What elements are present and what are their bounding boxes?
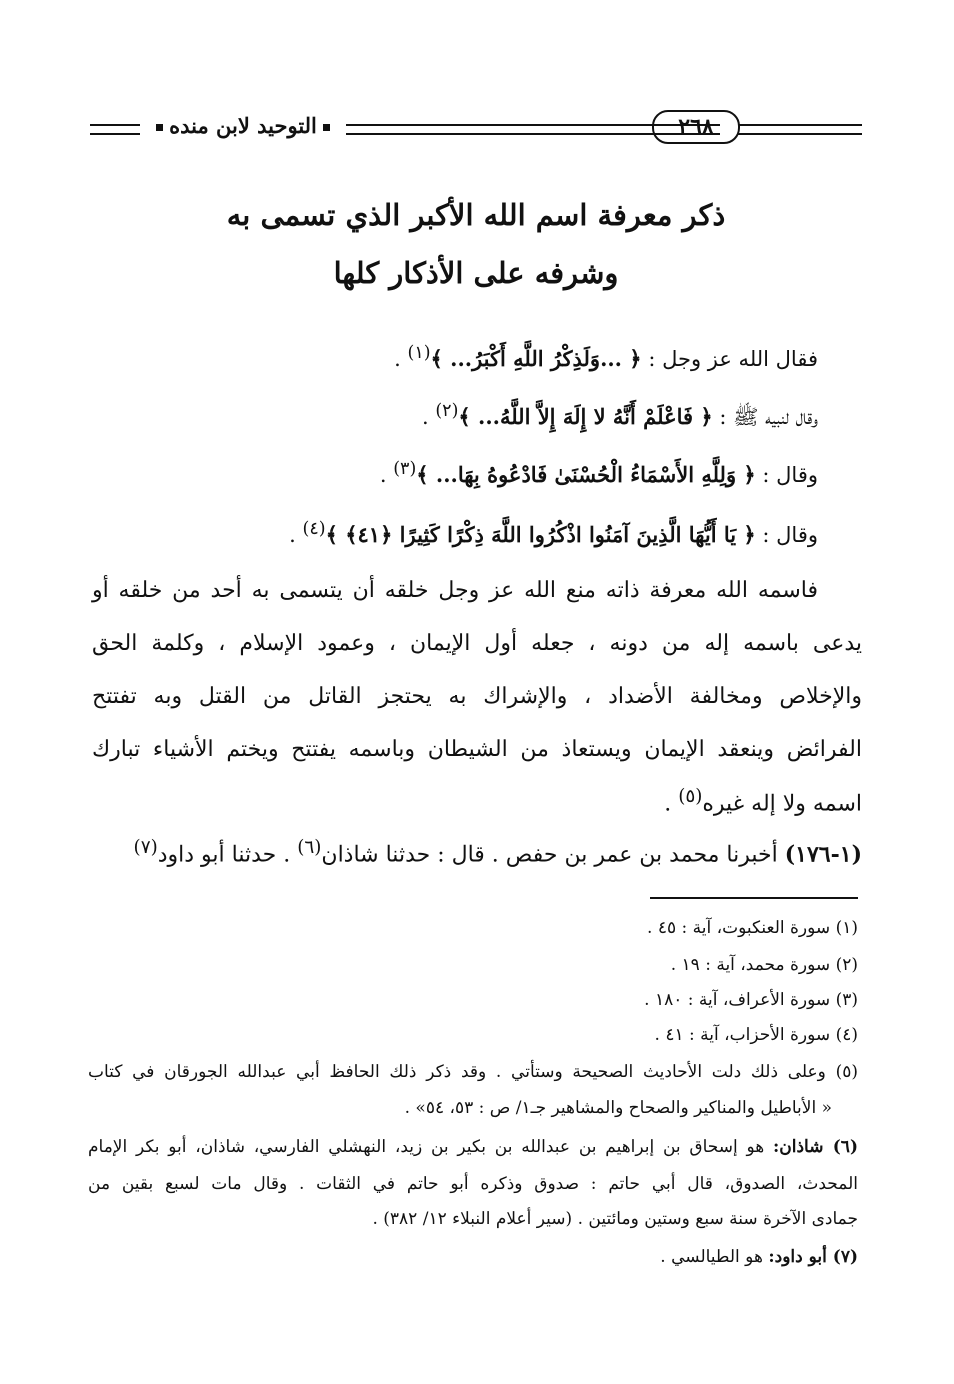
paragraph-line: يدعى باسمه إله من دونه ، جعله أول الإيمان ، وعمود الإسلام ، وكلمة الحق — [92, 631, 862, 656]
quote-line-2 — [422, 394, 818, 434]
quote-line-4 — [289, 512, 818, 552]
hadith-number: (١-١٧٦) — [784, 841, 862, 868]
footnote-4: (٤) سورة الأحزاب، آية : ٤١ . — [654, 1025, 858, 1045]
running-header — [90, 108, 862, 148]
footnote-6-line-2: المحدث، الصدوق، قال أبي حاتم : صدوق وذكره أبو حاتم في الثقات . وقال مات لسبع بقين من — [88, 1174, 858, 1194]
paragraph-line-last — [92, 780, 862, 821]
footnote-ref: (٣) — [393, 459, 417, 479]
footnote-6-line-1 — [88, 1133, 858, 1161]
paragraph-line: والإخلاص ومخالفة الأضداد ، والإشراك به يحتجز القاتل من القتل وبه تفتتح — [92, 684, 862, 709]
footnote-3: (٣) سورة الأعراف، آية : ١٨٠ . — [644, 990, 858, 1010]
quote-intro: فقال الله عز وجل : — [648, 347, 818, 371]
footnote-7-label: (٧) أبو داود: — [768, 1247, 858, 1267]
quote-end: . — [289, 523, 303, 547]
footnote-5-line-1: (٥) وعلى ذلك دلت الأحاديث الصحيحة وستأتي . وقد ذكر ذلك الحافظ أبي عبدالله الجورقان في كتاب — [88, 1062, 858, 1082]
paragraph-line-end: . — [664, 791, 679, 817]
quran-verse: ﴿ يَا أَيُّهَا الَّذِينَ آمَنُوا اذْكُرُوا اللَّهَ ذِكْرًا كَثِيرًا ﴿٤١﴾ ﴾ — [325, 522, 756, 547]
quote-intro: وقال : — [762, 463, 818, 487]
book-title-text: التوحيد لابن منده — [169, 113, 317, 138]
quote-line-1 — [394, 336, 818, 376]
footnote-ref: (٢) — [435, 401, 459, 421]
footnote-5-line-2: « الأباطيل والمناكير والصحاح والمشاهير جـ١/ ص : ٥٣، ٥٤» . — [404, 1098, 832, 1118]
hadith-text: . حدثنا أبو داود — [157, 842, 298, 868]
footnote-ref: (٦) — [297, 837, 322, 858]
quran-verse: ﴿ فَاعْلَمْ أَنَّهُ لا إِلَهَ إِلاَّ اللَّهُ... ﴾ — [458, 404, 713, 429]
hadith-text: أخبرنا محمد بن عمر بن حفص . قال : حدثنا شاذان — [321, 842, 785, 868]
footnote-7 — [88, 1243, 858, 1271]
quote-line-3 — [380, 452, 818, 492]
footnote-1: (١) سورة العنكبوت، آية : ٤٥ . — [647, 918, 858, 938]
hadith-chain — [92, 830, 862, 873]
quote-end: . — [394, 347, 408, 371]
footnote-ref: (٥) — [678, 786, 703, 807]
footnote-2: (٢) سورة محمد، آية : ١٩ . — [670, 955, 858, 975]
footnote-ref: (٤) — [302, 519, 326, 539]
footnote-ref: (١) — [407, 343, 431, 363]
book-title — [148, 112, 338, 140]
paragraph-line-text: اسمه ولا إله غيره — [702, 791, 862, 817]
square-ornament — [156, 124, 163, 131]
quran-verse: ﴿ وَلِلَّهِ الأَسْمَاءُ الْحُسْنَىٰ فَادْعُوهُ بِهَا... ﴾ — [416, 462, 756, 487]
quote-intro: وقال : — [762, 523, 818, 547]
header-rule-middle — [346, 124, 720, 135]
page-number: ٢٦٨ — [652, 110, 740, 144]
paragraph-line: الفرائض وينعقد الإيمان ويستعاذ من الشيطان وباسمه يفتتح ويختم الأشياء تبارك — [92, 737, 862, 762]
chapter-title-line-1: ذكر معرفة اسم الله الأكبر الذي تسمى به — [226, 198, 726, 232]
footnote-6-label: (٦) شاذان: — [773, 1137, 858, 1157]
paragraph-line: فاسمه الله معرفة ذاته منع الله عز وجل خلقه أن يتسمى به أحد من خلقه أو — [92, 578, 818, 603]
quote-intro: وقال لنبيه ﷺ : — [719, 405, 818, 429]
footnote-6-line-3: جمادى الآخرة سنة سبع وستين ومائتين . (سير أعلام النبلاء ١٢/ ٣٨٢) . — [372, 1209, 858, 1229]
footnote-separator — [650, 897, 858, 899]
footnote-7-text: هو الطيالسي . — [660, 1247, 769, 1267]
quote-end: . — [379, 463, 394, 487]
header-rule-left — [90, 124, 140, 135]
square-ornament — [323, 124, 330, 131]
footnote-ref: (٧) — [133, 837, 158, 858]
quote-end: . — [421, 405, 436, 429]
header-rule-right — [735, 124, 862, 135]
chapter-title-line-2: وشرفه على الأذكار كلها — [333, 256, 619, 290]
footnote-6-text: هو إسحاق بن إبراهيم بن عبدالله بن بكير بن زيد، النهشلي الفارسي، شاذان، أبو بكر الإمام — [88, 1137, 773, 1157]
quran-verse: ﴿ ...وَلَذِكْرُ اللَّهِ أَكْبَرُ... ﴾ — [430, 346, 642, 371]
